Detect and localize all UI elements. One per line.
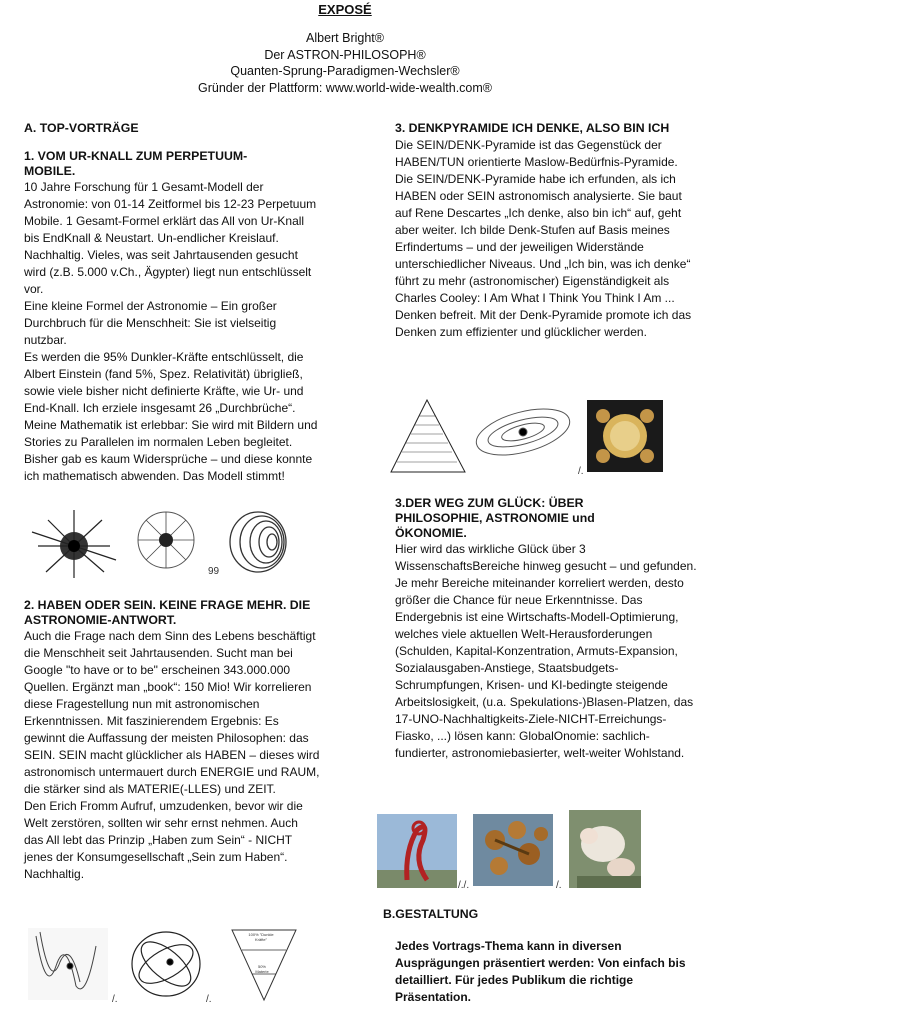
sheep-photo: [569, 810, 641, 888]
author-name: Albert Bright®: [306, 31, 384, 45]
section-b-heading: B.GESTALTUNG: [383, 907, 479, 921]
item3-heading: 3. DENKPYRAMIDE ICH DENKE, ALSO BIN ICH: [395, 121, 670, 135]
section-b-text: Jedes Vortrags-Thema kann in diversen Ausprägungen präsentiert werden: Von einfach bis detailliert. Für jedes Publikum die richtige Präsentation.: [395, 939, 686, 1004]
author-title: Der ASTRON-PHILOSOPH®: [264, 47, 426, 62]
item3-block: [395, 120, 697, 341]
item2-paragraph-1: Auch die Frage nach dem Sinn des Lebens beschäftigt die Menschheit seit Jahrtausenden. Sucht man bei Google "to have or to be" erscheinen 343.000.000 Quellen. Ergänzt man „book“: 150 Mio! Wir korrelieren diese Fragestellung nun mit astronomischen Erkenntnissen. Mit faszinierendem Ergebnis: Es gewinnt die Auffassung der meisten Philosophen: das SEIN. SEIN macht glücklicher als HABEN – dieses wird astronomisch untermauert durch ENERGIE und RAUM, die stärker sind als MATERIE(-LLES) und ZEIT.: [24, 629, 320, 796]
item4-image-row: [377, 810, 647, 890]
item1-paragraph-1: 10 Jahre Forschung für 1 Gesamt-Modell der Astronomie: von 01-14 Zeitformel bis 12-23 Perpetuum Mobile. 1 Gesamt-Formel erklärt das All von Ur-Knall bis EndKnall & Neustart. Un-endlicher Kreislauf. Nachhaltig. Vieles, was seit Jahrtausenden gesucht wird (z.B. 5.000 v.Ch., Ägypter) liegt nun entschlüsselt vor.: [24, 180, 317, 296]
section-a-heading: A. TOP-VORTRÄGE: [24, 121, 139, 135]
section-a-heading-wrap: [24, 120, 320, 137]
item4-block: [395, 496, 697, 762]
item4-heading: 3.DER WEG ZUM GLÜCK: ÜBER PHILOSOPHIE, ASTRONOMIE und ÖKONOMIE.: [395, 496, 595, 540]
spiral-image: [230, 512, 286, 572]
author-subtitle: Quanten-Sprung-Paradigmen-Wechsler®: [230, 64, 460, 78]
item4-image-mark-2: /.: [556, 880, 562, 891]
glueck-images: [377, 810, 647, 890]
section-b-text-wrap: [395, 938, 695, 1006]
item2-block: [24, 598, 320, 883]
wooden-beads-photo: [473, 814, 553, 886]
item1-paragraph-2: Eine kleine Formel der Astronomie – Ein großer Durchbruch für die Menschheit: Sie ist vielseitig nutzbar.: [24, 299, 277, 347]
author-platform: Gründer der Plattform: www.world-wide-wealth.com®: [197, 80, 493, 95]
item1-image-mark: 99: [208, 566, 220, 577]
item2-image-mark-2: /.: [206, 994, 212, 1005]
item3-image-row: [389, 398, 669, 476]
item3-paragraph-1: Die SEIN/DENK-Pyramide ist das Gegenstück der HABEN/TUN orientierte Maslow-Bedürfnis-Pyramide. Die SEIN/DENK-Pyramide habe ich erfunden, als ich HABEN oder SEIN astronomisch analysierte. Sie baut auf Rene Descartes „Ich denke, also bin ich“ auf, geht aber weiter. Ich bilde Denk-Stufen auf Basis meines Erfindertums – und der jeweiligen Widerstände unterschiedlicher Niveaus. Und „Ich bin, was ich denke“ führt zu mehr (astronomischer) Eigenständigkeit als Charles Cooley: I Am What I Think You Think I Am ... Denken befreit. Mit der Denk-Pyramide promote ich das Denken zum effizienter und glücklicher werden.: [395, 138, 692, 339]
triangle-label-top: 100% "Dunkle Kräfte": [248, 932, 274, 942]
orbit-image: [132, 932, 200, 996]
item1-heading: 1. VOM UR-KNALL ZUM PERPETUUM-MOBILE.: [24, 149, 248, 178]
item2-paragraph-2: Den Erich Fromm Aufruf, umzudenken, bevor wir die Welt zerstören, sollten wir sehr ernst nehmen. Auch das All lebt das Prinzip „Haben zum Sein“ - NICHT jenes der Konsumgesellschaft „Sein zum Haben“. Nachhaltig.: [24, 799, 303, 881]
item1-image-row: [26, 508, 316, 580]
item2-image-mark-1: /.: [112, 994, 118, 1005]
item1-block: [24, 149, 320, 485]
document-title: EXPOSÉ: [318, 2, 372, 17]
item1-paragraph-3: Es werden die 95% Dunkler-Kräfte entschlüsselt, die Albert Einstein (fand 5%, Spez. Relativität) übrigließ, sowie viele bisher nicht definierte Kräfte, wie Ur- und End-Knall. Ich erziele insgesamt 26 „Durchbrüche“. Meine Mathematik ist erlebbar: Sie wird mit Bildern und Stories zu Parallelen im normalen Leben begleitet. Bisher gab es kaum Widersprüche – und diese konnte ich mathematisch abwenden. Das Modell stimmt!: [24, 350, 318, 483]
item2-heading: 2. HABEN ODER SEIN. KEINE FRAGE MEHR. DIE ASTRONOMIE-ANTWORT.: [24, 598, 311, 627]
triangle-label-bottom: 50% Materie: [255, 964, 269, 974]
item4-image-mark-1: /./.: [458, 880, 470, 891]
wooden-figure-photo: [587, 400, 663, 472]
wave-image: [28, 928, 108, 1000]
pyramid-images: [389, 398, 669, 476]
cosmic-images: [26, 508, 316, 580]
expansion-image: [138, 512, 194, 568]
tower-photo: [377, 814, 457, 888]
section-b-heading-wrap: [383, 906, 685, 923]
galaxy-orbit-image: [471, 400, 574, 463]
item4-paragraph-1: Hier wird das wirkliche Glück über 3 WissenschaftsBereiche hinweg gesucht – und gefunden. Je mehr Bereiche miteinander korreliert werden, desto größer die Chance für neue Erkenntnisse. Das Endergebnis ist eine Wirtschafts-Modell-Optimierung, welches viele aktuellen Welt-Herausforderungen (Schulden, Kapital-Konzentration, Armuts-Expansion, Sozialausgaben-Anstiege, Staatsbudgets-Schrumpfungen, Krisen- und KI-bedingte steigende Arbeitslosigkeit, (u.a. Spekulations-)Blasen-Platzen, das 17-UNO-Nachhaltigkeits-Ziele-NICHT-Erreichungs-Fiasko, ...) lösen kann: GlobalOnomie: sachlich-fundierter, astronomiebasierter, welt-weiter Wohlstand.: [395, 542, 697, 760]
bigbang-image: [32, 510, 116, 578]
denk-pyramid-image: [391, 400, 465, 472]
author-block: [0, 30, 690, 96]
item3-image-mark: /.: [578, 466, 584, 477]
